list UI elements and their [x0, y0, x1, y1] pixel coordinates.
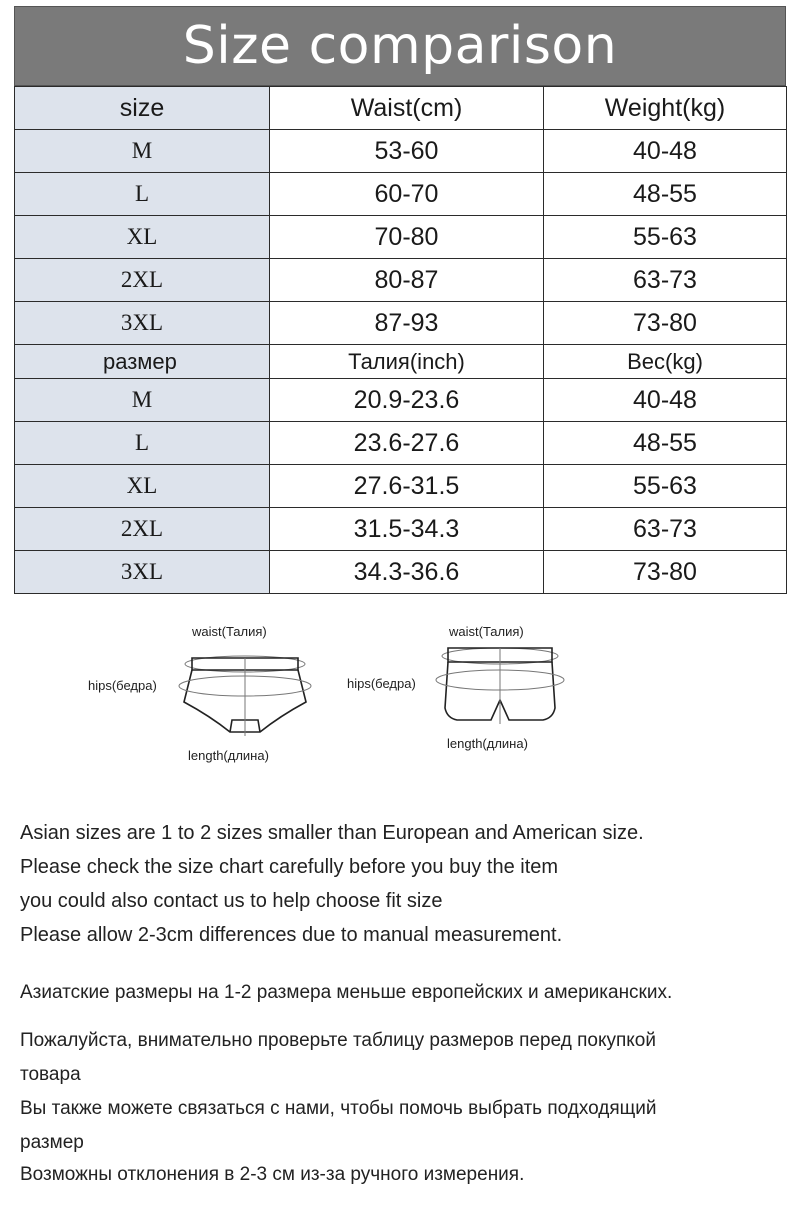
table-row: [15, 465, 787, 508]
table-row: [15, 216, 787, 259]
waist-cell: 87-93: [270, 302, 544, 345]
header-weight-ru: Bec(kg): [544, 345, 787, 379]
table-row: [15, 302, 787, 345]
waist-cell: 70-80: [270, 216, 544, 259]
waist-cell: 20.9-23.6: [270, 379, 544, 422]
briefs-length-label: length(длина): [188, 748, 269, 763]
boxers-length-label: length(длина): [447, 736, 528, 751]
table-row: [15, 259, 787, 302]
page-title: Size comparison: [182, 16, 618, 76]
waist-cell: 31.5-34.3: [270, 508, 544, 551]
size-cell: 2XL: [15, 259, 270, 302]
table-row: [15, 551, 787, 594]
header-size-ru: размер: [15, 345, 270, 379]
title-banner: [14, 6, 786, 86]
size-cell: 2XL: [15, 508, 270, 551]
note-ru-5: размер: [20, 1132, 84, 1153]
header-size: size: [15, 87, 270, 130]
weight-cell: 55-63: [544, 465, 787, 508]
boxers-hips-label: hips(бедра): [347, 676, 416, 691]
table-row: [15, 173, 787, 216]
note-ru-4: Вы также можете связаться с нами, чтобы помочь выбрать подходящий: [20, 1098, 657, 1119]
size-cell: M: [15, 379, 270, 422]
note-en-4: Please allow 2-3cm differences due to manual measurement.: [20, 924, 563, 946]
size-cell: XL: [15, 465, 270, 508]
table-header-row-ru: [15, 345, 787, 379]
weight-cell: 48-55: [544, 173, 787, 216]
briefs-measurement-diagram: [80, 618, 330, 773]
waist-cell: 60-70: [270, 173, 544, 216]
note-en-1: Asian sizes are 1 to 2 sizes smaller than European and American size.: [20, 822, 644, 844]
size-cell: 3XL: [15, 302, 270, 345]
size-cell: M: [15, 130, 270, 173]
table-row: [15, 508, 787, 551]
table-header-row: [15, 87, 787, 130]
boxers-waist-label: waist(Талия): [449, 624, 524, 639]
note-ru-1: Азиатские размеры на 1-2 размера меньше европейских и американских.: [20, 982, 673, 1003]
table-row: [15, 422, 787, 465]
weight-cell: 48-55: [544, 422, 787, 465]
size-cell: L: [15, 422, 270, 465]
waist-cell: 23.6-27.6: [270, 422, 544, 465]
weight-cell: 73-80: [544, 302, 787, 345]
note-ru-3: товара: [20, 1064, 81, 1085]
waist-cell: 27.6-31.5: [270, 465, 544, 508]
header-weight-kg: Weight(kg): [544, 87, 787, 130]
boxers-measurement-diagram: [345, 618, 595, 758]
table-row: [15, 379, 787, 422]
note-ru-6: Возможны отклонения в 2-3 см из-за ручного измерения.: [20, 1164, 525, 1185]
note-en-3: you could also contact us to help choose fit size: [20, 890, 443, 912]
note-ru-2: Пожалуйста, внимательно проверьте таблицу размеров перед покупкой: [20, 1030, 656, 1051]
size-cell: XL: [15, 216, 270, 259]
weight-cell: 63-73: [544, 508, 787, 551]
weight-cell: 73-80: [544, 551, 787, 594]
weight-cell: 40-48: [544, 379, 787, 422]
waist-cell: 80-87: [270, 259, 544, 302]
briefs-waist-label: waist(Талия): [192, 624, 267, 639]
header-waist-inch: Талия(inch): [270, 345, 544, 379]
size-table: [14, 86, 787, 594]
size-cell: 3XL: [15, 551, 270, 594]
weight-cell: 40-48: [544, 130, 787, 173]
weight-cell: 55-63: [544, 216, 787, 259]
table-row: [15, 130, 787, 173]
waist-cell: 34.3-36.6: [270, 551, 544, 594]
size-cell: L: [15, 173, 270, 216]
briefs-hips-label: hips(бедра): [88, 678, 157, 693]
weight-cell: 63-73: [544, 259, 787, 302]
header-waist-cm: Waist(cm): [270, 87, 544, 130]
waist-cell: 53-60: [270, 130, 544, 173]
note-en-2: Please check the size chart carefully before you buy the item: [20, 856, 559, 878]
